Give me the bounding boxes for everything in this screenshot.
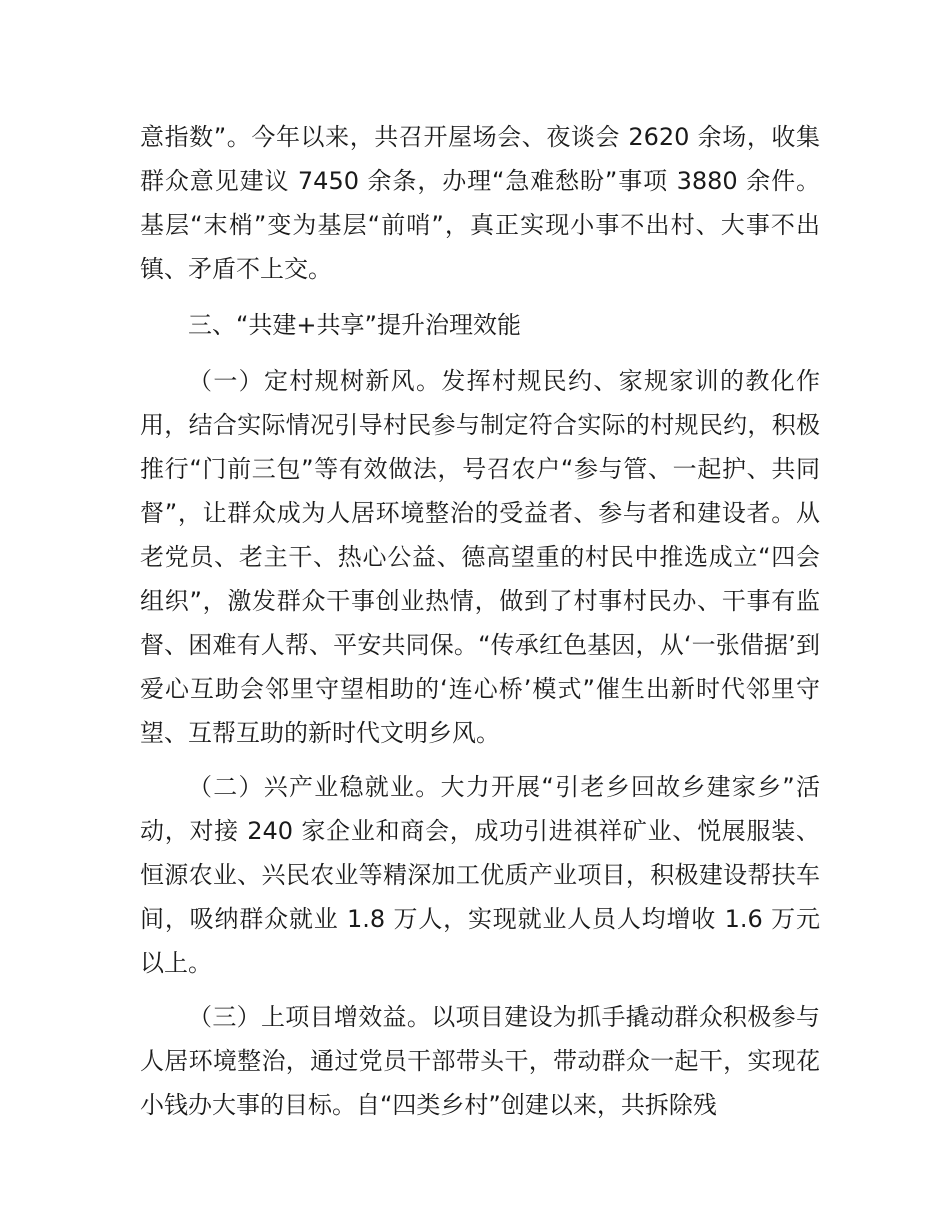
paragraph-village-rules: （一）定村规树新风。发挥村规民约、家规家训的教化作用，结合实际情况引导村民参与制定符合实际的村规民约，积极推行“门前三包”等有效做法，号召农户“参与管、一起护、共同督”，让群众成为人居环境整治的受益者、参与者和建设者。从老党员、老主干、热心公益、德高望重的村民中推选成立“四会组织”，激发群众干事创业热情，做到了村事村民办、干事有监督、困难有人帮、平安共同保。“传承红色基因，从‘一张借据’到爱心互助会邻里守望相助的‘连心桥’模式”催生出新时代邻里守望、互帮互助的新时代文明乡风。 (140, 367, 820, 747)
section-heading: 三、“共建+共享”提升治理效能 (188, 311, 521, 339)
paragraph-industry-employment: （二）兴产业稳就业。大力开展“引老乡回故乡建家乡”活动，对接 240 家企业和商会，成功引进祺祥矿业、悦展服装、恒源农业、兴民农业等精深加工优质产业项目，积极建设帮扶车间，吸纳群众就业 1.8 万人，实现就业人员人均增收 1.6 万元以上。 (140, 773, 820, 977)
paragraph-continuation: 意指数”。今年以来，共召开屋场会、夜谈会 2620 余场，收集群众意见建议 7450 余条，办理“急难愁盼”事项 3880 余件。基层“末梢”变为基层“前哨”，真正实现小事不出村、大事不出镇、矛盾不上交。 (140, 123, 820, 283)
paragraph-projects-benefits: （三）上项目增效益。以项目建设为抓手撬动群众积极参与人居环境整治，通过党员干部带头干，带动群众一起干，实现花小钱办大事的目标。自“四类乡村”创建以来，共拆除残 (140, 1003, 820, 1119)
document-page (140, 115, 820, 1127)
